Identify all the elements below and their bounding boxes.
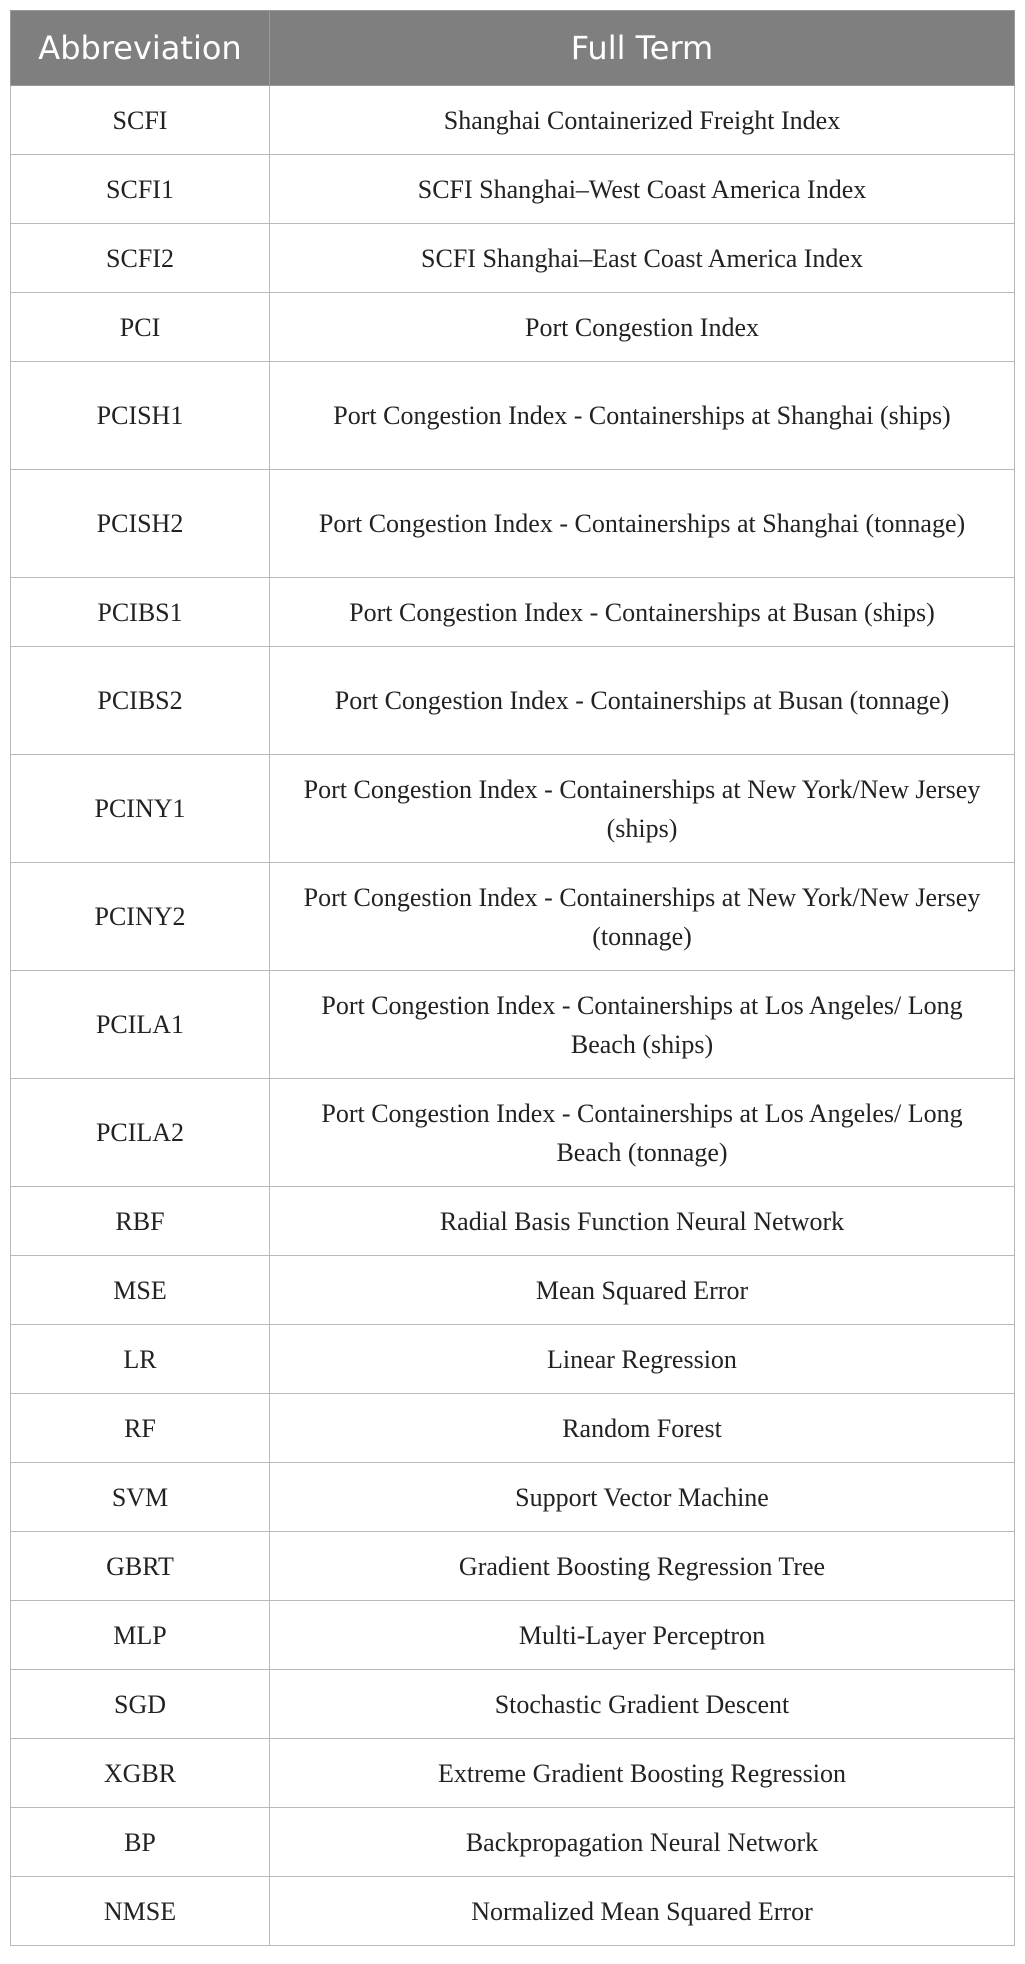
table-row [11, 647, 1015, 755]
table-row [11, 863, 1015, 971]
abbreviation-cell: PCILA1 [11, 971, 270, 1079]
full-term-cell: Gradient Boosting Regression Tree [270, 1532, 1015, 1601]
abbreviation-cell: PCISH2 [11, 470, 270, 578]
abbreviation-table-container [10, 10, 1014, 1946]
table-row [11, 155, 1015, 224]
table-row [11, 755, 1015, 863]
abbreviation-cell: PCINY2 [11, 863, 270, 971]
full-term-cell: Mean Squared Error [270, 1256, 1015, 1325]
full-term-cell: Linear Regression [270, 1325, 1015, 1394]
table-row [11, 1670, 1015, 1739]
table-row [11, 1739, 1015, 1808]
table-row [11, 86, 1015, 155]
full-term-cell: Port Congestion Index - Containerships at Los Angeles/ Long Beach (tonnage) [270, 1079, 1015, 1187]
abbreviation-cell: SGD [11, 1670, 270, 1739]
abbreviation-cell: SCFI1 [11, 155, 270, 224]
abbreviation-cell: PCINY1 [11, 755, 270, 863]
abbreviation-cell: GBRT [11, 1532, 270, 1601]
abbreviation-table [10, 10, 1015, 1946]
full-term-cell: Stochastic Gradient Descent [270, 1670, 1015, 1739]
abbreviation-cell: PCIBS2 [11, 647, 270, 755]
header-full-term: Full Term [270, 11, 1015, 86]
full-term-cell: Port Congestion Index - Containerships at Shanghai (tonnage) [270, 470, 1015, 578]
table-row [11, 1187, 1015, 1256]
table-row [11, 470, 1015, 578]
table-row [11, 971, 1015, 1079]
table-row [11, 1256, 1015, 1325]
table-row [11, 293, 1015, 362]
full-term-cell: Support Vector Machine [270, 1463, 1015, 1532]
abbreviation-cell: PCI [11, 293, 270, 362]
full-term-cell: Backpropagation Neural Network [270, 1808, 1015, 1877]
table-row [11, 1325, 1015, 1394]
table-row [11, 578, 1015, 647]
abbreviation-cell: SCFI2 [11, 224, 270, 293]
full-term-cell: Random Forest [270, 1394, 1015, 1463]
abbreviation-cell: SVM [11, 1463, 270, 1532]
table-row [11, 1808, 1015, 1877]
abbreviation-cell: PCISH1 [11, 362, 270, 470]
table-body [11, 86, 1015, 1946]
full-term-cell: Shanghai Containerized Freight Index [270, 86, 1015, 155]
full-term-cell: Extreme Gradient Boosting Regression [270, 1739, 1015, 1808]
abbreviation-cell: MLP [11, 1601, 270, 1670]
abbreviation-cell: RF [11, 1394, 270, 1463]
full-term-cell: Multi-Layer Perceptron [270, 1601, 1015, 1670]
abbreviation-cell: MSE [11, 1256, 270, 1325]
table-row [11, 1601, 1015, 1670]
full-term-cell: Port Congestion Index - Containerships at Busan (ships) [270, 578, 1015, 647]
full-term-cell: Port Congestion Index - Containerships at Shanghai (ships) [270, 362, 1015, 470]
abbreviation-cell: XGBR [11, 1739, 270, 1808]
abbreviation-cell: NMSE [11, 1877, 270, 1946]
table-row [11, 224, 1015, 293]
full-term-cell: Normalized Mean Squared Error [270, 1877, 1015, 1946]
full-term-cell: SCFI Shanghai–West Coast America Index [270, 155, 1015, 224]
full-term-cell: Port Congestion Index - Containerships at New York/New Jersey (tonnage) [270, 863, 1015, 971]
table-row [11, 362, 1015, 470]
abbreviation-cell: PCILA2 [11, 1079, 270, 1187]
abbreviation-cell: SCFI [11, 86, 270, 155]
table-row [11, 1463, 1015, 1532]
header-abbreviation: Abbreviation [11, 11, 270, 86]
table-row [11, 1079, 1015, 1187]
full-term-cell: Port Congestion Index - Containerships at Los Angeles/ Long Beach (ships) [270, 971, 1015, 1079]
full-term-cell: SCFI Shanghai–East Coast America Index [270, 224, 1015, 293]
table-row [11, 1877, 1015, 1946]
table-row [11, 1394, 1015, 1463]
table-header-row [11, 11, 1015, 86]
abbreviation-cell: LR [11, 1325, 270, 1394]
table-row [11, 1532, 1015, 1601]
full-term-cell: Port Congestion Index - Containerships at Busan (tonnage) [270, 647, 1015, 755]
abbreviation-cell: PCIBS1 [11, 578, 270, 647]
full-term-cell: Port Congestion Index [270, 293, 1015, 362]
abbreviation-cell: RBF [11, 1187, 270, 1256]
abbreviation-cell: BP [11, 1808, 270, 1877]
full-term-cell: Port Congestion Index - Containerships at New York/New Jersey (ships) [270, 755, 1015, 863]
full-term-cell: Radial Basis Function Neural Network [270, 1187, 1015, 1256]
